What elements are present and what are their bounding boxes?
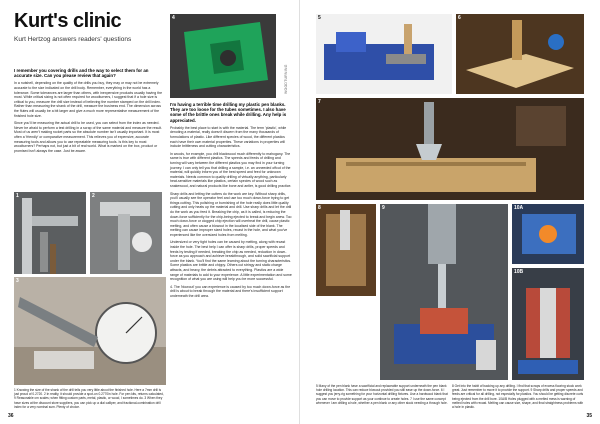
answer-2-note: 4. The 'blowout' you can experience is caused by too much down-force as the drill is about to break through the material and there's insufficient support underneath the drill area. — [170, 284, 291, 298]
photo-10b — [512, 268, 584, 380]
photo-6 — [456, 14, 584, 94]
photo-8 — [316, 204, 376, 296]
caliper-drill-image — [14, 192, 86, 274]
green-pen-blank-image — [170, 14, 276, 98]
backing-scrap-image — [316, 204, 376, 296]
drilling-through-stock-image — [316, 98, 584, 200]
question-1: I remember you covering drills and the way to select them for an accurate size. Can you please review that again? — [14, 68, 149, 79]
photo-10a — [512, 204, 584, 264]
page-number-right: 35 — [586, 413, 592, 419]
photo-label-8: 8 — [318, 205, 321, 211]
answer-1-paragraph-2: Since you'll be measuring the actual drill to be used, you can select from the index as needed. Never be afraid to perform a test drilling in a scrap of the same material and measure the result. Most of us aren't making rocket parts so the absolute number isn't usually important. It is most often a 'friendly' or comparative measurement. This relieves you of expensive, accurate measuring tools and allows you to use repeatable measuring tools. Is this key to most woodturners? Perhaps not, but just a bit of real world. What is marked on the box, product or promised isn't always the case. Just be aware. — [14, 121, 163, 153]
right-captions-b: 8 Get into the habit of backing up any drilling. I find that scraps of excess flooring stock work great. Just remember to move it to provide the support. 9 Sharp drills and proper speeds and feeds are critical for all drilling, not especially for plastics. You should be getting discrete curls being ejected from the drill bore. 10A/B Holes plugged with a melted mess is warning of melted holes with recast. Melting can cause size, shape, and final straightness problems with a hole in plastic. — [452, 384, 584, 410]
photo-label-6: 6 — [458, 15, 461, 21]
horizontal-drilling-fixture-image — [456, 14, 584, 94]
photo-1 — [14, 192, 86, 274]
melted-hole-image-b — [512, 268, 584, 380]
drill-index-calliper-image — [14, 277, 166, 385]
left-captions: 1 Knowing the size of the shank of the drill tells you very little about the finished hole. Here a 7mm drill is just proud of 0.2720. 2 In reality, it should provide a spot-on 0.2770in hole. For pen kits, returns calculated, 9 Reasonable cm scales; when fitting custom parts, metal, plastic, or wood, I sometimes do. 3 When they have sizes at the discount store suppliers, you can pick up a dial calliper, and fractional-combination drill index for a very nominal sum. Plenty of choice. — [14, 388, 164, 409]
page-number-left: 36 — [8, 413, 14, 419]
right-page — [300, 0, 600, 424]
left-text-column — [14, 68, 164, 156]
photo-9 — [380, 204, 508, 380]
answer-2-paragraph-1: Probably the best place to start is with the material. The term 'plastic', while denoting a material, really doesn't discern from the many thousands of formulations of plastic. Like different species of wood, the different plastics each have their own material properties. These variations in properties will include brittleness and cutting characteristics. — [170, 125, 287, 149]
photo-5 — [316, 14, 452, 94]
answer-2-paragraph-2: In woods, for example, you drill blackwood much differently to mahogany. The same is true with different plastics. The speeds and feeds of drilling and turning will vary between the different plastics you may find in your turning journey. I can only tell you that drilling a sample, i.e. an unneeded offcut of the material, will quickly inform you of the best speed and feed for unknown materials. Needs common to quality drilling of virtually anything, particularly heat-sensitive materials like plastics, certain species of wood such as snakewood, and natural products like bone and antler, is good drilling practice. — [170, 151, 292, 188]
question-2: I'm having a terrible time drilling my plastic pen blanks. They are too loose for the tubes sometimes. I also have some of the brittle ones break while drilling. Any help is appreciated. — [170, 102, 287, 123]
photo-label-9: 9 — [382, 205, 385, 211]
drill-press-chip-ejection-image — [380, 204, 508, 380]
photo-4 — [170, 14, 276, 98]
photo-label-2: 2 — [92, 193, 95, 199]
answer-1-paragraph-1: In a nutshell, depending on the quality of the drills you buy, they may or may not be extremely accurate to the size indicated on the drill body. Remember, everything in the world has a tolerance. Some tolerances are larger than others, with inexpensive products usually having the most. While critical sizing is not often required for woodturners, I suggest that if a hole size is critical to you, measure the drill size instead of believing the number stamped on the drill index. Rather than measuring the shank of the drill, measure the business end. The dimension across the flutes will usually be a bit larger and give a much more representative measurement of the finished hole size. — [14, 81, 163, 118]
photo-3 — [14, 277, 166, 385]
photo-label-7: 7 — [318, 99, 321, 105]
photo-label-10a: 10A — [514, 205, 524, 211]
page-subtitle: Kurt Hertzog answers readers' questions — [14, 36, 132, 43]
photo-label-4: 4 — [172, 15, 175, 21]
photo-2 — [90, 192, 162, 274]
answer-2-paragraph-3: Sharp drills and letting the cutters do the work are key. Without sharp drills, you'll usually see the operator feel and use too much down-force trying to get things cutting. This polishing or burnishing of the hole really does little quality cutting and only heats up the material and drill. Use sharp drills and let the drill do the work as you feed it. Breaking the chip, as it is called, is reducing the down-force sufficiently for the chip-being ejected to break and begin anew. Too much down-force or clogged chip ejection will overheat the drill, cause plastic melting, and often cause a blowout in the localised side of the blank. The melting can cause improper sized holes, recast in the hole, and what you've experienced like the oversized holes from melting. — [170, 191, 292, 237]
photo-label-10b: 10B — [514, 269, 524, 275]
photo-label-1: 1 — [16, 193, 19, 199]
page-title: Kurt's clinic — [14, 10, 122, 32]
section-tag: WOODTURNING — [284, 64, 288, 94]
middle-text-column — [170, 102, 292, 302]
answer-2-paragraph-4: Undersized or very tight holes can be caused by melting, along with recast inside the hole. The best help I can offer is sharp drills, proper speeds and feeds by testing if needed, breaking the chip as needed, reduction in down-force as you approach and achieve breakthrough, and solid sacrificial support under the blank. You'll find the same learning about the turning characteristics. Some plastics are brittle and chippy. Others cut stringy and static charge attracts, and heavy, the debris attracted to everything. Plastics are a wide range of materials to add to your experience. A little experimentation and some recognition of what you are using will help you be more successful. — [170, 240, 292, 282]
micrometer-image — [90, 192, 162, 274]
drill-vise-support-image — [316, 14, 452, 94]
photo-7 — [316, 98, 584, 200]
photo-label-3: 3 — [16, 278, 19, 284]
photo-label-5: 5 — [318, 15, 321, 21]
right-captions-a: 5 Many of the pen blank have a sacrificial and replaceable support underneath the pen blank hole drilling location. This can reduce blowout provided you still ease up the down-force. 6 I suggest you jerry-rig something for your horizontal drilling fixtures. Use a hardwood blank that you can move to provide support as your continue to create holes. 7 I use the same concept whenever I am drilling a hole, whether a pen blank or any other stock needing a through hole. — [316, 384, 448, 405]
melted-hole-image-a — [512, 204, 584, 264]
